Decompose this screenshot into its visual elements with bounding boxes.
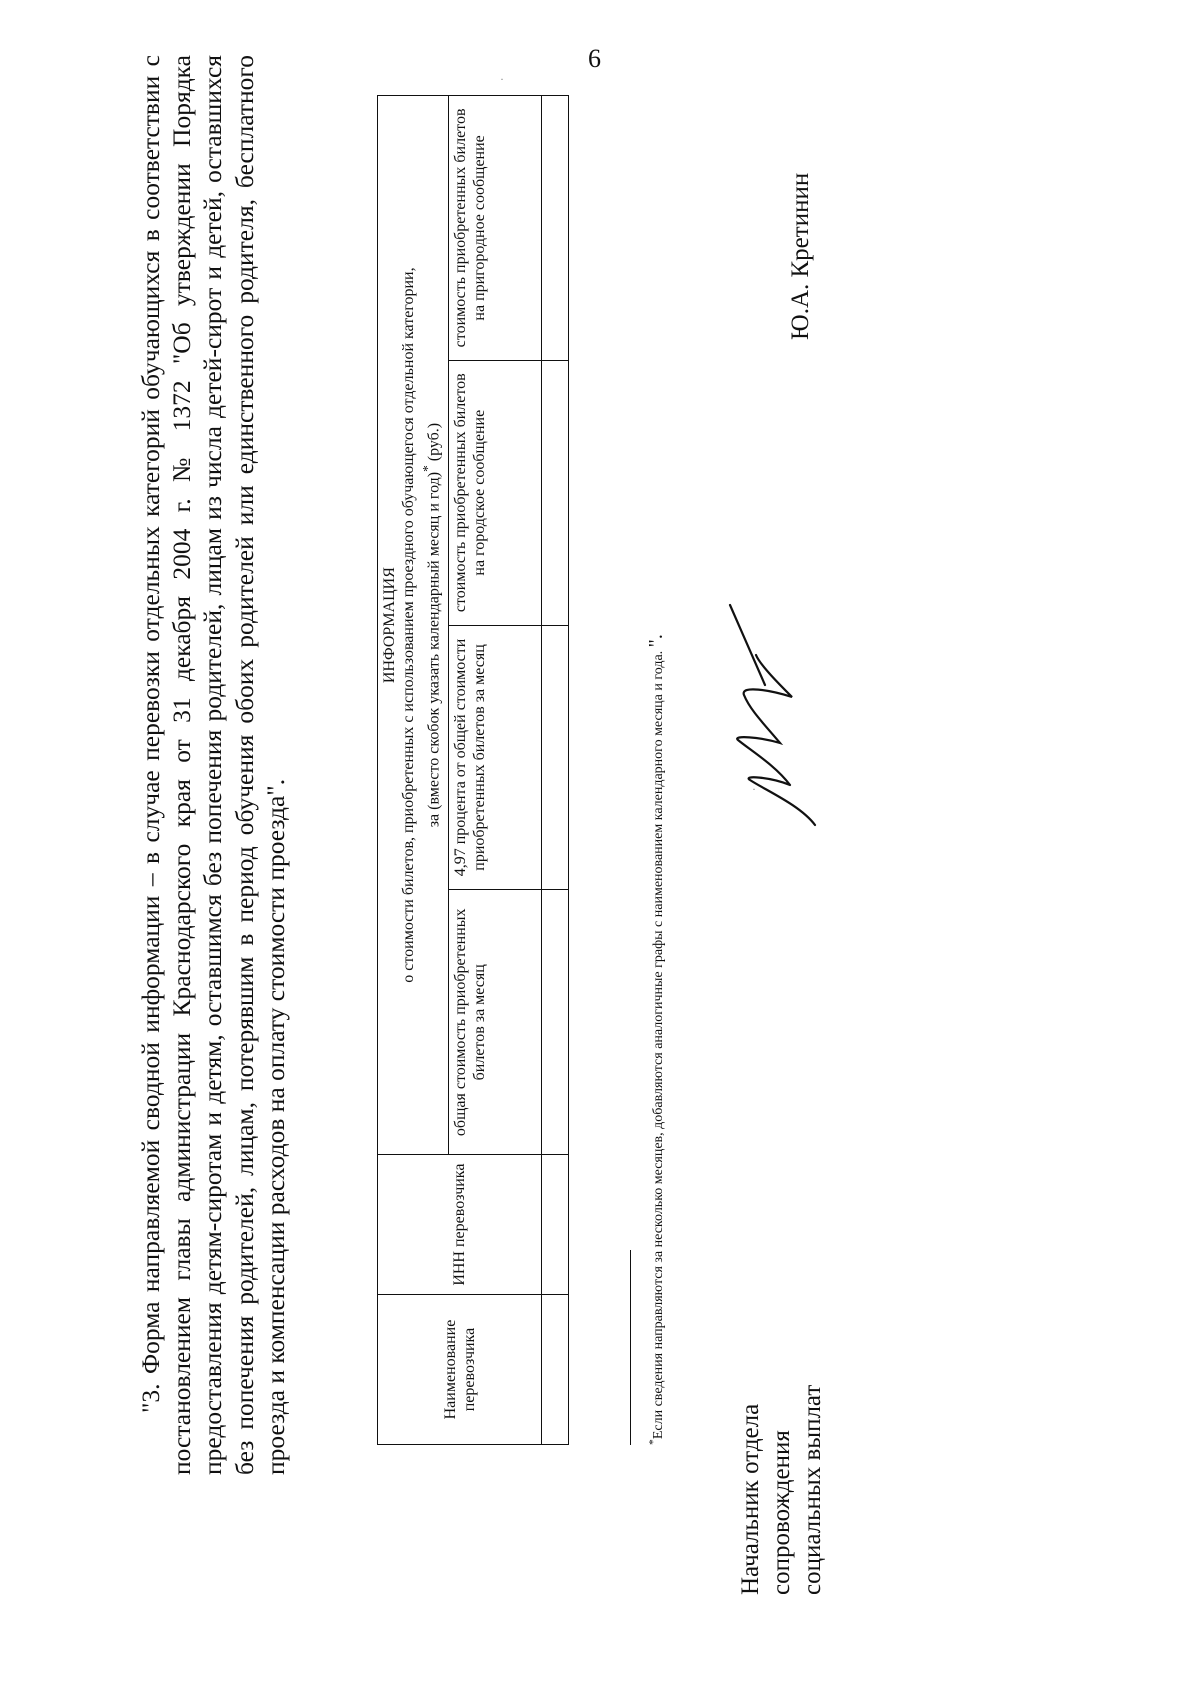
closing-quote: ". — [645, 634, 667, 648]
info-unit: (руб.) — [425, 422, 443, 462]
header-inn — [378, 1155, 542, 1295]
intro-paragraph: "3. Форма направляемой сводной информации – в случае перевозки отдельных категорий обучающихся в соответствии с постановлением главы администрации Краснодарского края от 31 декабря 2004 г. № 1372 "Об утверждении Порядка предоставления детям-сиротам и детям, оставшимся без попечения родителей, лицам из числа детей-сирот и детей, оставшихся без попечения родителей, лицам, потерявшим в период обучения обоих родителей или единственного родителя, бесплатного проезда и компенсации расходов на оплату стоимости проезда". — [136, 55, 290, 1475]
header-information — [378, 96, 449, 1155]
info-title: ИНФОРМАЦИЯ — [381, 567, 398, 684]
table-cell — [542, 1155, 569, 1295]
footnote — [645, 95, 668, 1445]
info-line-2-text: за (вместо скобок указать календарный месяц и год) — [425, 471, 443, 828]
table-cell — [542, 96, 569, 361]
handwritten-signature — [720, 595, 830, 835]
page-number: 6 — [588, 44, 601, 73]
position-line: социальных выплат — [799, 1384, 826, 1595]
subheader-total-cost: общая стоимость приобретенных билетов за месяц — [449, 890, 542, 1155]
table-cell — [542, 890, 569, 1155]
header-carrier-name — [378, 1295, 542, 1445]
table-cell — [542, 625, 569, 890]
info-line-1: о стоимости билетов, приобретенных с использованием проездного обучающегося отдельной категории, — [400, 267, 417, 983]
scan-dot: · — [752, 782, 756, 796]
subheader-percent-cost: 4,97 процента от общей стоимости приобретенных билетов за месяц — [449, 625, 542, 890]
subheader-suburban-cost: стоимость приобретенных билетов на пригородное сообщение — [449, 96, 542, 361]
subheader-city-cost: стоимость приобретенных билетов на городское сообщение — [449, 360, 542, 625]
footnote-mark: * — [420, 465, 435, 472]
rotated-content — [135, 55, 875, 1595]
table-row — [542, 96, 569, 1445]
header-inn-text: ИНН перевозчика — [451, 1163, 468, 1286]
signer-position — [735, 1385, 828, 1595]
footnote-mark: * — [646, 1439, 660, 1445]
table-cell — [542, 1295, 569, 1445]
signer-name: Ю.А. Кретинин — [787, 172, 814, 340]
info-line-2 — [418, 101, 443, 1149]
summary-info-table — [377, 95, 569, 1445]
table-cell — [542, 360, 569, 625]
position-line: Начальник отдела — [737, 1403, 764, 1595]
footnote-text: Если сведения направляются за несколько месяцев, добавляются аналогичные графы с наименованием календарного месяца и года. — [651, 650, 666, 1440]
footnote-separator — [630, 1250, 631, 1445]
header-carrier-name-text: Наименование перевозчика — [441, 1319, 478, 1420]
position-line: сопровождения — [768, 1430, 795, 1595]
scan-dot: · — [500, 72, 504, 86]
